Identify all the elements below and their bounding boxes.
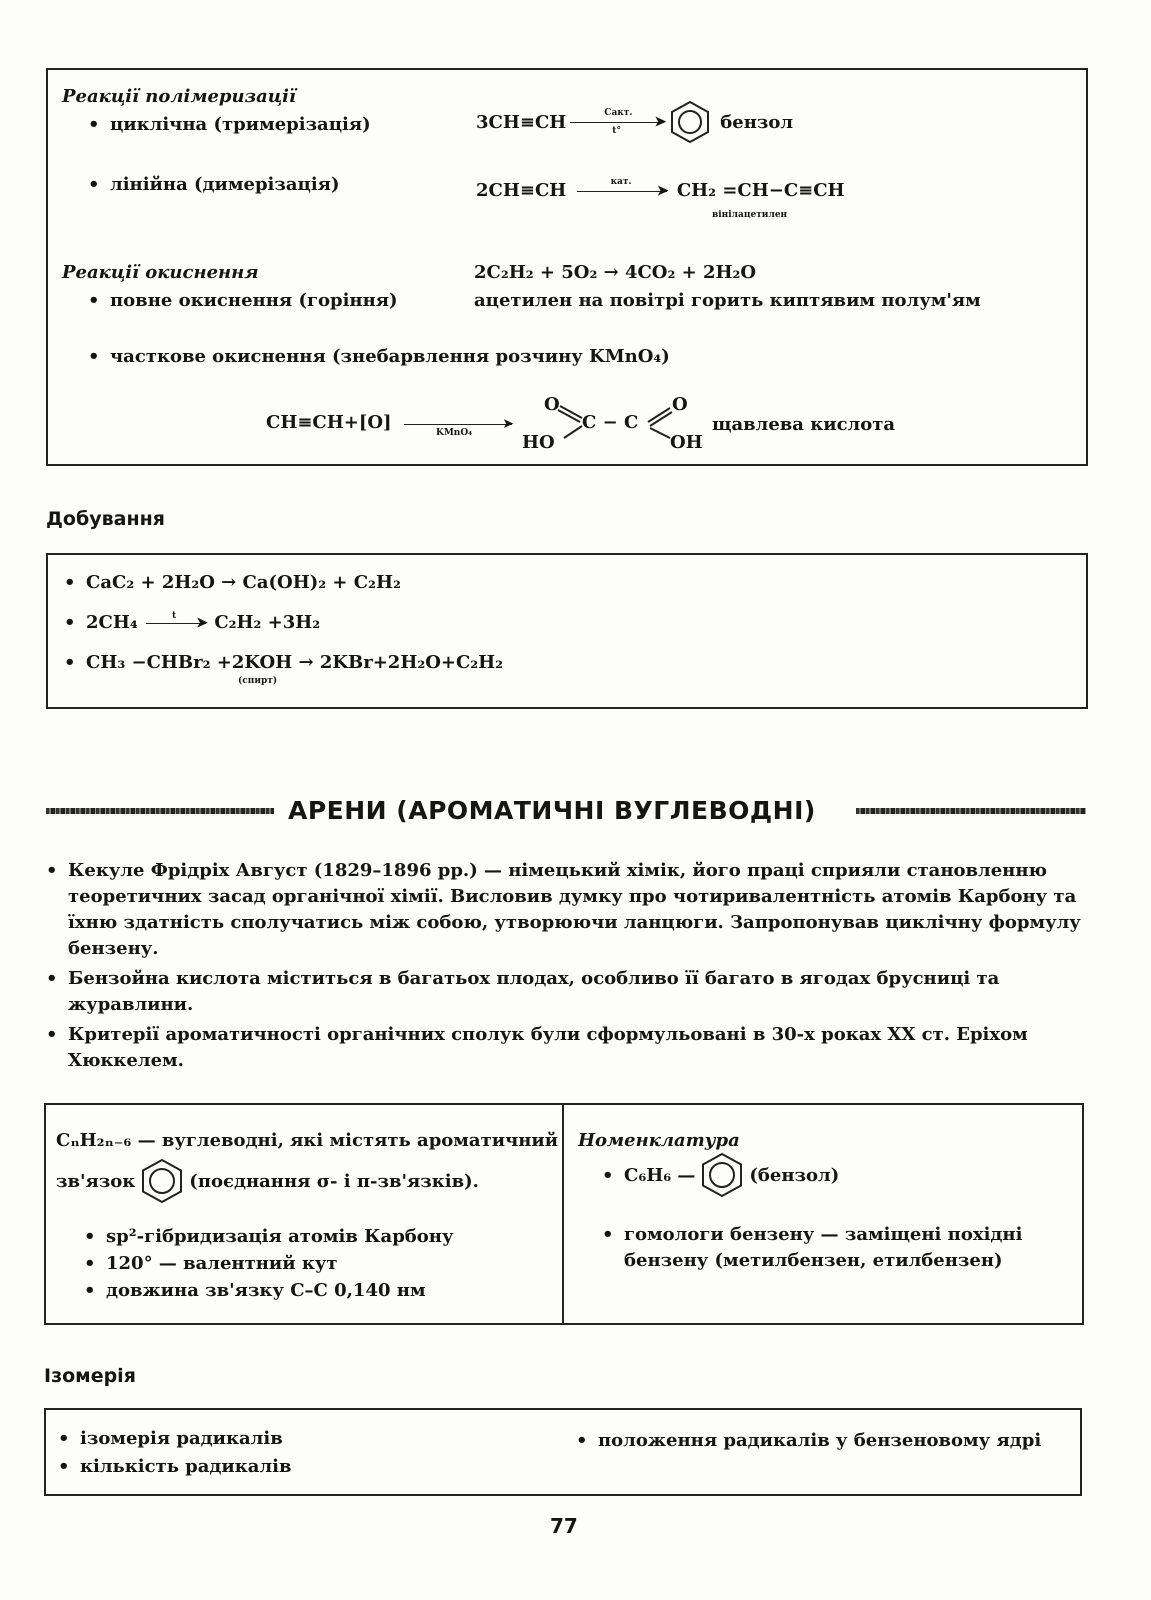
definition-text-1: — вуглеводні, які містять ароматичний (137, 1130, 559, 1151)
nomenclature-item-1 (624, 1152, 839, 1198)
linear-label: • лінійна (димерізація) (110, 174, 339, 195)
oxalic-name: щавлева кислота (712, 414, 896, 435)
prop-bond-length: • довжина зв'язку C–C 0,140 нм (106, 1280, 426, 1301)
title-rule-right (856, 808, 1086, 814)
nomenclature-benzol: (бензол) (749, 1164, 840, 1186)
linear-arrow (577, 176, 669, 199)
full-ox-note: ацетилен на повітрі горить киптявим полум'ям (474, 290, 981, 311)
arrow-shape (577, 191, 667, 192)
prop-angle: • 120° — валентний кут (106, 1253, 338, 1274)
oxalic-ho: HO (522, 432, 555, 453)
oxalic-o-left: O (544, 394, 560, 415)
arrow-head-icon: ➤ (656, 182, 669, 199)
arrow-head-icon: ➤ (196, 614, 209, 631)
arenes-bullet-1: • Кекуле Фрідріх Август (1829–1896 рр.) — німецький хімік, його праці сприяли становленню теоретичних засад органічної хімії. Висловив думку про чотиривалентність атомів Карбону та їхню здатність сполучатись між собою, утворюючи ланцюги. Запропонував циклічну формулу бензену. (68, 858, 1086, 962)
full-ox-label: • повне окиснення (горіння) (110, 290, 398, 311)
title-rule-left (46, 808, 274, 814)
eq2-arrow (146, 610, 209, 631)
partial-eq-left: CH≡CH+[O] (266, 412, 392, 433)
cyclic-eq-left: 3CH≡CH (476, 111, 567, 133)
definition-line-1 (56, 1130, 558, 1151)
arenes-bullet-2: • Бензойна кислота міститься в багатьох плодах, особливо її багато в ягодах брусниці та журавлини. (68, 966, 1086, 1018)
isomerism-item-3: • положення радикалів у бензеновому ядрі (598, 1430, 1041, 1451)
benzene-ring-icon (139, 1158, 185, 1204)
eq2-left: 2CH₄ (86, 612, 138, 633)
arrow-shape (404, 424, 512, 425)
arenes-title: АРЕНИ (АРОМАТИЧНІ ВУГЛЕВОДНІ) (288, 796, 816, 825)
polymerization-title: Реакції полімеризації (62, 86, 296, 107)
page-number: 77 (550, 1514, 578, 1538)
arenes-bullet-3: • Критерії ароматичності органічних сполук були сформульовані в 30-х роках XX ст. Еріхом Хюккелем. (68, 1022, 1086, 1074)
arrow-head-icon: ➤ (502, 416, 514, 432)
partial-cat: KMnO₄ (436, 428, 473, 438)
eq3-left: CH₃ −CHBr₂ +2KOH (86, 652, 293, 673)
arrow-head-icon: ➤ (654, 113, 667, 130)
cyclic-product: бензол (720, 111, 794, 133)
production-heading: Добування (46, 508, 165, 530)
cyclic-equation (476, 100, 793, 144)
eq2-right: C₂H₂ +3H₂ (214, 612, 321, 633)
partial-ox-label: • часткове окиснення (знебарвлення розчину KMnO₄) (110, 346, 670, 367)
oxalic-o-right: O (672, 394, 688, 415)
eq2-cat: t (172, 610, 177, 621)
nomenclature-title: Номенклатура (578, 1130, 740, 1151)
table-divider (562, 1103, 564, 1325)
arrow-shape (570, 122, 664, 123)
prop-hybridization: • sp²-гібридизація атомів Карбону (106, 1226, 453, 1247)
nomenclature-item-2: • гомологи бензену — заміщені похідні бензену (метилбензен, етилбензен) (624, 1222, 1070, 1274)
linear-equation (476, 176, 845, 201)
nomenclature-c6h6: • C₆H₆ — (624, 1164, 696, 1186)
linear-cat: кат. (610, 176, 632, 187)
linear-product-name: вінілацетилен (712, 210, 788, 220)
oxalic-core: C − C (582, 412, 639, 433)
cyclic-cat-top: Cакт. (604, 107, 633, 118)
benzene-ring-icon (668, 100, 712, 144)
isomerism-heading: Ізомерія (44, 1365, 136, 1387)
benzene-ring-icon (699, 1152, 745, 1198)
isomerism-item-2: • кількість радикалів (80, 1456, 291, 1477)
definition-text-2a: зв'язок (56, 1170, 136, 1192)
isomerism-box (44, 1408, 1082, 1496)
oxidation-title: Реакції окиснення (62, 262, 259, 283)
cyclic-label: • циклічна (тримерізація) (110, 114, 371, 135)
eq3-right: 2KBr+2H₂O+C₂H₂ (319, 652, 504, 673)
definition-formula: CₙH₂ₙ₋₆ (56, 1130, 132, 1151)
partial-arrow (404, 416, 514, 438)
eq3-note: (спирт) (238, 676, 278, 686)
isomerism-item-1: • ізомерія радикалів (80, 1428, 283, 1449)
oxalic-oh: OH (670, 432, 703, 453)
linear-eq-left: 2CH≡CH (476, 180, 567, 201)
production-eq3 (86, 652, 503, 673)
definition-line-2 (56, 1158, 479, 1204)
cyclic-arrow (570, 107, 667, 136)
definition-text-2b: (поєднання σ- і π-зв'язків). (189, 1170, 479, 1192)
production-eq1: • CaC₂ + 2H₂O → Ca(OH)₂ + C₂H₂ (86, 572, 401, 593)
eq3-arrow-icon: → (298, 652, 320, 673)
production-eq2 (86, 612, 320, 633)
full-ox-equation: 2C₂H₂ + 5O₂ → 4CO₂ + 2H₂O (474, 262, 757, 283)
linear-product: CH₂ =CH−C≡CH (676, 180, 845, 201)
cyclic-cat-bottom: t° (612, 125, 621, 136)
